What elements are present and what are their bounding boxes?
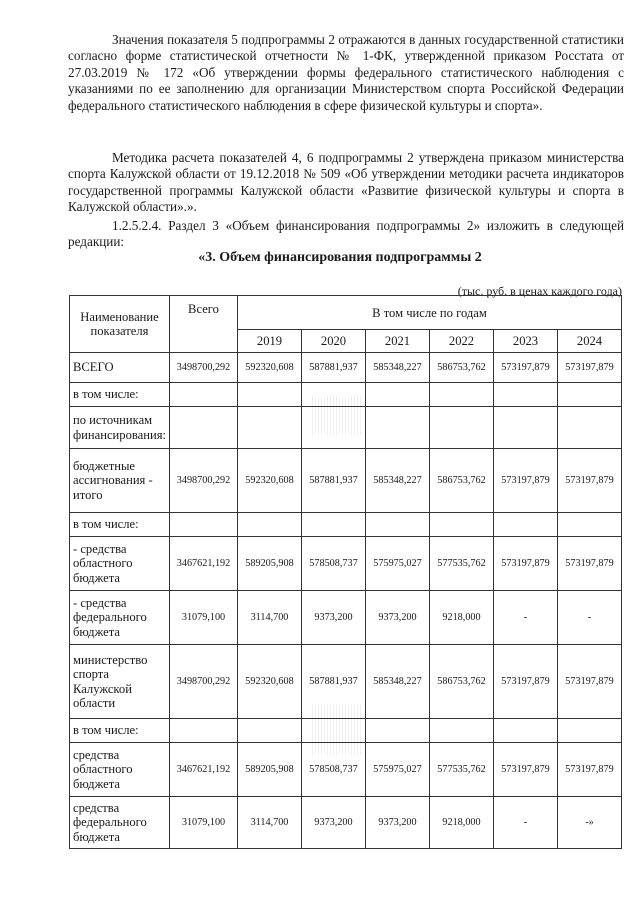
row-year-value: 592320,608 [238,449,302,513]
paragraph-methodology: Методика расчета показателей 4, 6 подпрограммы 2 утверждена приказом министерства спорта Калужской области от 19.12.2018 № 509 «Об утверждении методики расчета индикаторов государственной программы Калужской области «Развитие физической культуры и спорта в Калужской области».». [68,150,624,215]
table-row [70,537,622,591]
row-year-value: 586753,762 [430,449,494,513]
header-years-group: В том числе по годам [238,296,622,330]
row-year-value [238,383,302,407]
row-year-value: 585348,227 [366,645,430,719]
row-year-value: - [558,591,622,645]
row-year-value: -» [558,797,622,849]
row-year-value: 578508,737 [302,743,366,797]
row-year-value: 9218,000 [430,591,494,645]
row-year-value: 589205,908 [238,743,302,797]
row-year-value: 589205,908 [238,537,302,591]
row-year-value: 573197,879 [494,743,558,797]
row-year-value: 3114,700 [238,591,302,645]
row-year-value [366,719,430,743]
header-year: 2020 [302,330,366,353]
row-year-value [558,383,622,407]
row-label: в том числе: [70,383,170,407]
row-year-value: 575975,027 [366,537,430,591]
scan-artifact [312,395,362,435]
row-label: - средства областного бюджета [70,537,170,591]
row-year-value [238,513,302,537]
row-year-value: 573197,879 [494,449,558,513]
row-year-value: 3114,700 [238,797,302,849]
financing-table [69,295,622,849]
row-year-value [238,719,302,743]
row-total [170,719,238,743]
row-year-value [238,407,302,449]
header-total: Всего [170,296,238,353]
row-year-value: 9218,000 [430,797,494,849]
header-year: 2022 [430,330,494,353]
row-year-value: 573197,879 [494,645,558,719]
header-year: 2023 [494,330,558,353]
row-year-value [366,513,430,537]
row-year-value: 573197,879 [494,353,558,383]
row-total [170,513,238,537]
row-year-value: 573197,879 [494,537,558,591]
row-year-value: 592320,608 [238,353,302,383]
row-year-value: 578508,737 [302,537,366,591]
row-year-value: 586753,762 [430,645,494,719]
row-year-value [494,407,558,449]
row-label: - средства федерального бюджета [70,591,170,645]
row-year-value [558,407,622,449]
row-label: по источникам финансирования: [70,407,170,449]
row-year-value [494,383,558,407]
header-year: 2021 [366,330,430,353]
row-year-value [366,383,430,407]
row-year-value: 9373,200 [366,797,430,849]
row-year-value: 587881,937 [302,645,366,719]
row-year-value [558,719,622,743]
row-year-value: 573197,879 [558,353,622,383]
paragraph-amendment: 1.2.5.2.4. Раздел 3 «Объем финансирования подпрограммы 2» изложить в следующей редакции: [68,218,624,250]
row-year-value: 585348,227 [366,449,430,513]
row-label: бюджетные ассигнования - итого [70,449,170,513]
row-label: ВСЕГО [70,353,170,383]
row-year-value [494,513,558,537]
row-label: средства федерального бюджета [70,797,170,849]
row-year-value: 575975,027 [366,743,430,797]
row-year-value: 587881,937 [302,353,366,383]
row-label: средства областного бюджета [70,743,170,797]
paragraph-indicator-5: Значения показателя 5 подпрограммы 2 отражаются в данных государственной статистики согласно форме статистической отчетности № 1-ФК, утвержденной приказом Росстата от 27.03.2019 № 172 «Об утверждении формы федерального статистического наблюдения с указаниями по ее заполнению для организации Министерством спорта Российской Федерации федерального статистического наблюдения в сфере физической культуры и спорта». [68,32,624,113]
row-year-value [366,407,430,449]
row-year-value [430,719,494,743]
row-year-value: 573197,879 [558,537,622,591]
row-year-value: 573197,879 [558,743,622,797]
row-year-value: 586753,762 [430,353,494,383]
row-year-value: - [494,591,558,645]
table-row [70,797,622,849]
row-total [170,407,238,449]
scan-artifact [312,705,362,755]
row-year-value [430,383,494,407]
row-total: 3498700,292 [170,353,238,383]
row-year-value [430,513,494,537]
row-year-value [558,513,622,537]
row-total: 31079,100 [170,591,238,645]
table-row [70,449,622,513]
table-row [70,513,622,537]
section-title: «3. Объем финансирования подпрограммы 2 [198,250,482,265]
row-year-value: 577535,762 [430,743,494,797]
row-year-value [494,719,558,743]
row-year-value: - [494,797,558,849]
row-total: 3467621,192 [170,743,238,797]
row-label: в том числе: [70,513,170,537]
row-year-value: 9373,200 [302,797,366,849]
row-year-value: 587881,937 [302,449,366,513]
units-note: (тыс. руб. в ценах каждого года) [457,284,622,298]
row-label: министерство спорта Калужской области [70,645,170,719]
table-row [70,591,622,645]
row-total: 3498700,292 [170,449,238,513]
row-year-value: 577535,762 [430,537,494,591]
table-header-row [70,296,622,330]
row-year-value: 9373,200 [366,591,430,645]
header-year: 2019 [238,330,302,353]
header-year: 2024 [558,330,622,353]
row-year-value: 9373,200 [302,591,366,645]
row-label: в том числе: [70,719,170,743]
table-row [70,353,622,383]
row-year-value: 585348,227 [366,353,430,383]
row-total: 3467621,192 [170,537,238,591]
row-year-value: 573197,879 [558,645,622,719]
row-year-value: 592320,608 [238,645,302,719]
row-total: 3498700,292 [170,645,238,719]
row-year-value [302,513,366,537]
row-year-value [430,407,494,449]
row-total: 31079,100 [170,797,238,849]
row-total [170,383,238,407]
header-name: Наименование показателя [70,296,170,353]
row-year-value: 573197,879 [558,449,622,513]
